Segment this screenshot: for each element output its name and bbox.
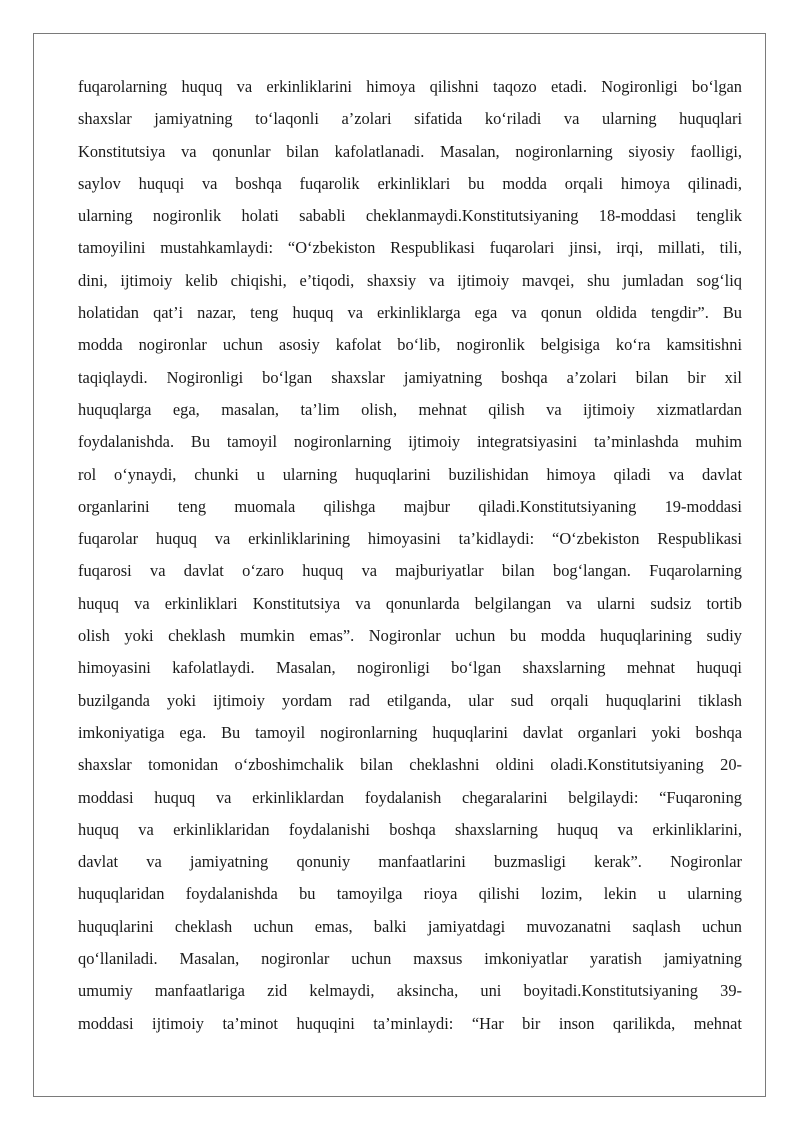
- text-line: fuqarolarning huquq va erkinliklarini himoya qilishni taqozo etadi. Nogironligi bo‘lgan: [78, 77, 742, 96]
- text-line: imkoniyatiga ega. Bu tamoyil nogironlarning huquqlarini davlat organlari yoki boshqa: [78, 722, 742, 742]
- text-line: taqiqlaydi. Nogironligi bo‘lgan shaxslar jamiyatning boshqa a’zolari bilan bir xil: [78, 367, 742, 387]
- text-line: fuqarolar huquq va erkinliklarining himoyasini ta’kidlaydi: “O‘zbekiston Respublikasi: [78, 529, 742, 549]
- text-line: umumiy manfaatlariga zid kelmaydi, aksincha, uni boyitadi.Konstitutsiyaning 39-: [78, 981, 742, 1001]
- text-line: himoyasini kafolatlaydi. Masalan, nogironligi bo‘lgan shaxslarning mehnat huquqi: [78, 658, 742, 678]
- text-line: saylov huquqi va boshqa fuqarolik erkinliklari bu modda orqali himoya qilinadi,: [78, 173, 742, 193]
- text-line: huquqlarga ega, masalan, ta’lim olish, mehnat qilish va ijtimoiy xizmatlardan: [78, 399, 742, 419]
- text-line: moddasi ijtimoiy ta’minot huquqini ta’minlaydi: “Har bir inson qarilikda, mehnat: [78, 1013, 742, 1033]
- text-line: moddasi huquq va erkinliklardan foydalanish chegaralarini belgilaydi: “Fuqaroning: [78, 787, 742, 807]
- text-line: organlarini teng muomala qilishga majbur qiladi.Konstitutsiyaning 19-moddasi: [78, 496, 742, 516]
- text-line: huquqlaridan foydalanishda bu tamoyilga rioya qilishi lozim, lekin u ularning: [78, 884, 742, 904]
- text-line: rol o‘ynaydi, chunki u ularning huquqlarini buzilishidan himoya qiladi va davlat: [78, 464, 742, 484]
- text-line: davlat va jamiyatning qonuniy manfaatlarini buzmasligi kerak”. Nogironlar: [78, 852, 742, 872]
- text-line: Konstitutsiya va qonunlar bilan kafolatlanadi. Masalan, nogironlarning siyosiy faolligi,: [78, 141, 742, 161]
- text-line: buzilganda yoki ijtimoiy yordam rad etilganda, ular sud orqali huquqlarini tiklash: [78, 690, 742, 710]
- text-line: qo‘llaniladi. Masalan, nogironlar uchun maxsus imkoniyatlar yaratish jamiyatning: [78, 949, 742, 969]
- text-line: shaxslar tomonidan o‘zboshimchalik bilan cheklashni oldini oladi.Konstitutsiyaning 20-: [78, 755, 742, 775]
- body-text: [78, 71, 742, 1040]
- text-line: huquqlarini cheklash uchun emas, balki jamiyatdagi muvozanatni saqlash uchun: [78, 916, 742, 936]
- text-line: huquq va erkinliklari Konstitutsiya va qonunlarda belgilangan va ularni sudsiz tortib: [78, 593, 742, 613]
- text-line: modda nogironlar uchun asosiy kafolat bo‘lib, nogironlik belgisiga ko‘ra kamsitishni: [78, 335, 742, 355]
- text-line: tamoyilini mustahkamlaydi: “O‘zbekiston Respublikasi fuqarolari jinsi, irqi, millati, tili,: [78, 238, 742, 258]
- text-line: ularning nogironlik holati sababli cheklanmaydi.Konstitutsiyaning 18-moddasi tenglik: [78, 206, 742, 226]
- text-line: foydalanishda. Bu tamoyil nogironlarning ijtimoiy integratsiyasini ta’minlashda muhim: [78, 432, 742, 452]
- text-line: olish yoki cheklash mumkin emas”. Nogironlar uchun bu modda huquqlarining sudiy: [78, 626, 742, 646]
- text-line: holatidan qat’i nazar, teng huquq va erkinliklarga ega va qonun oldida tengdir”. Bu: [78, 303, 742, 323]
- text-line: shaxslar jamiyatning to‘laqonli a’zolari sifatida ko‘riladi va ularning huquqlari: [78, 109, 742, 129]
- text-line: dini, ijtimoiy kelib chiqishi, e’tiqodi, shaxsiy va ijtimoiy mavqei, shu jumladan sog‘liq: [78, 270, 742, 290]
- text-line: huquq va erkinliklaridan foydalanishi boshqa shaxslarning huquq va erkinliklarini,: [78, 819, 742, 839]
- text-line: fuqarosi va davlat o‘zaro huquq va majburiyatlar bilan bog‘langan. Fuqarolarning: [78, 561, 742, 581]
